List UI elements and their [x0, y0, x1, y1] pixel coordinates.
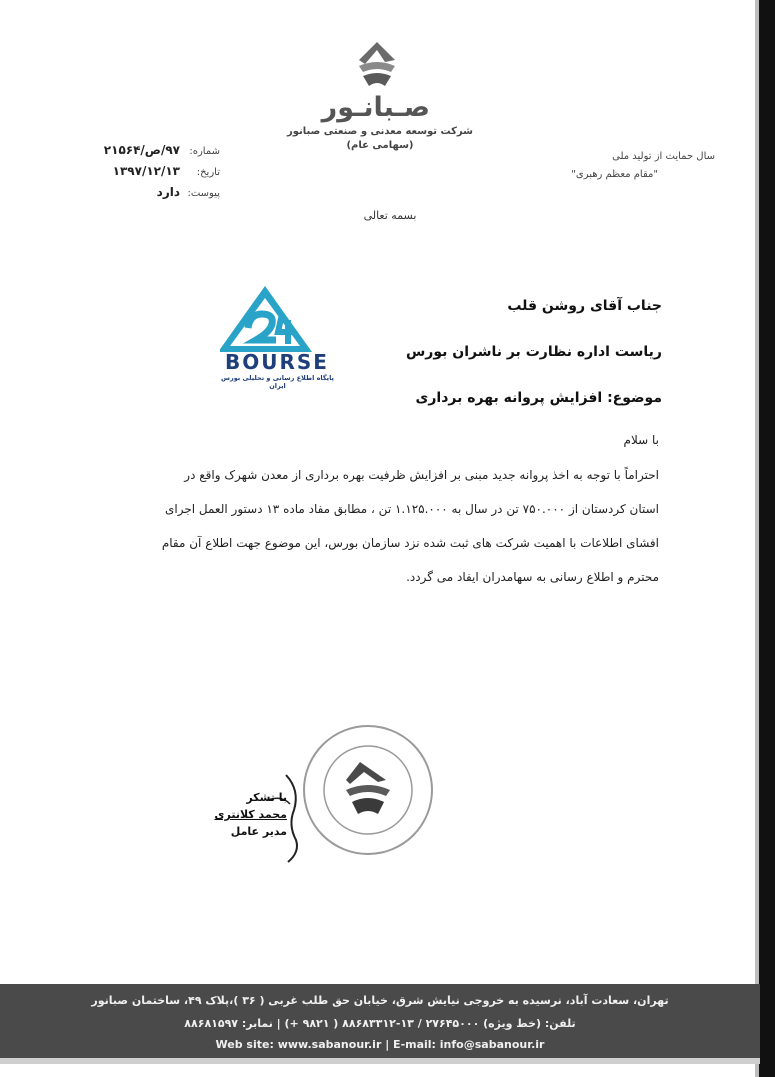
sabanour-logo-icon — [355, 40, 400, 90]
number-label: شماره: — [189, 146, 220, 157]
recipient-name: جناب آقای روشن قلب — [507, 298, 662, 314]
body-line: استان کردستان از ۷۵۰.۰۰۰ تن در سال به ۱.۱۲۵.۰۰۰ تن ، مطابق مفاد ماده ۱۳ دستور العمل اجرای — [164, 502, 659, 516]
body-line: محترم و اطلاع رسانی به سهامدران ایفاد می گردد. — [406, 570, 659, 584]
slogan-line: سال حمایت از تولید ملی — [612, 151, 715, 162]
signatory-name: محمد کلانتری — [214, 808, 287, 821]
signatory-title: مدیر عامل — [230, 825, 287, 838]
attachment-label: پیوست: — [187, 188, 220, 199]
bourse-wordmark: BOURSE — [225, 350, 329, 374]
bourse-subtitle: پایگاه اطلاع رسانی و تحلیلی بورس ایران — [221, 374, 334, 390]
greeting: با سلام — [623, 433, 659, 447]
bourse-logo-icon — [220, 284, 330, 354]
footer-address: تهران، سعادت آباد، نرسیده به خروجی نیایش شرق، خیابان حق طلب غربی ( ۳۶ )،پلاک ۴۹، ساختمان صبانور — [91, 994, 669, 1007]
footer-shadow — [0, 1058, 760, 1064]
attachment-value: دارد — [156, 185, 180, 199]
slogan-attribution: "مقام معظم رهبری" — [571, 169, 658, 180]
footer-web: Web site: www.sabanour.ir | E-mail: info@sabanour.ir — [215, 1038, 545, 1051]
company-logo-wordmark: صـبانـور — [321, 92, 430, 123]
date-label: تاریخ: — [196, 167, 220, 178]
letter-number: ۹۷/ص/۲۱۵۶۴ — [103, 143, 180, 157]
company-stamp — [300, 722, 436, 858]
page-edge-highlight — [755, 0, 759, 1077]
bismillah: بسمه تعالی — [363, 209, 417, 222]
closing-text: با تشکر — [246, 791, 287, 804]
body-line: احتراماً با توجه به اخذ پروانه جدید مبنی بر افزایش ظرفیت بهره برداری از معدن شهرک واقع در — [184, 468, 659, 482]
footer-phone: تلفن: (خط ویژه) ۲۷۶۴۵۰۰۰ / ۱۳-۸۸۶۸۳۳۱۲ ( ۹۸۲۱ +) | نمابر: ۸۸۶۸۱۵۹۷ — [184, 1017, 576, 1030]
company-type: (سهامی عام) — [346, 140, 414, 151]
recipient-title: ریاست اداره نظارت بر ناشران بورس — [405, 344, 662, 360]
letter-subject: موضوع: افزایش پروانه بهره برداری — [415, 390, 662, 406]
company-name: شرکت توسعه معدنی و صنعتی صبانور — [286, 126, 473, 137]
letterhead-footer — [0, 984, 760, 1058]
letter-body — [90, 458, 659, 594]
letter-meta — [95, 143, 220, 203]
body-line: افشای اطلاعات با اهمیت شرکت های ثبت شده نزد سازمان بورس، این موضوع جهت اطلاع آن مقام — [161, 536, 659, 550]
letter-date: ۱۳۹۷/۱۲/۱۳ — [112, 164, 180, 178]
